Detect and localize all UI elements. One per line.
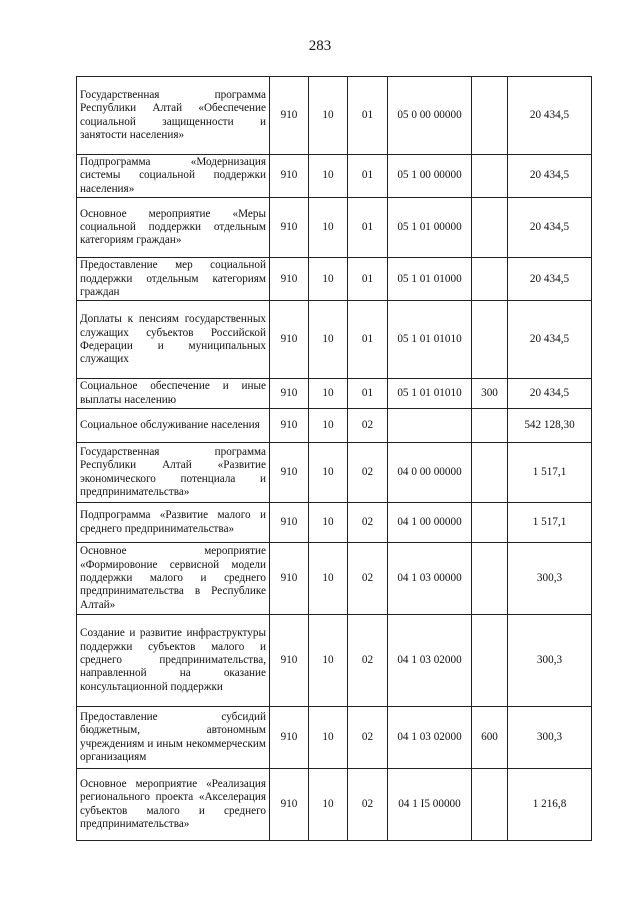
subsection-code: 02 [348,409,388,443]
target-article-code: 05 1 00 00000 [388,155,472,198]
amount-value: 300,3 [508,543,592,615]
subsection-code: 02 [348,543,388,615]
table-row [77,769,592,841]
row-name: Основное мероприятие «Реализация регионального проекта «Акселерация субъектов малого и среднего предпринимательства» [77,769,270,841]
table-body [77,77,592,841]
amount-value: 1 517,1 [508,503,592,543]
subsection-code: 02 [348,503,388,543]
section-code: 10 [309,301,348,379]
ministry-code: 910 [270,198,309,258]
subsection-code: 01 [348,301,388,379]
amount-value: 20 434,5 [508,258,592,301]
ministry-code: 910 [270,707,309,769]
subsection-code: 01 [348,77,388,155]
expense-type-code [472,77,508,155]
expense-type-code [472,543,508,615]
ministry-code: 910 [270,301,309,379]
subsection-code: 02 [348,443,388,503]
section-code: 10 [309,769,348,841]
budget-table [76,76,592,841]
amount-value: 300,3 [508,707,592,769]
target-article-code: 04 0 00 00000 [388,443,472,503]
table-row [77,155,592,198]
amount-value: 20 434,5 [508,77,592,155]
ministry-code: 910 [270,503,309,543]
target-article-code: 05 1 01 01000 [388,258,472,301]
amount-value: 300,3 [508,615,592,707]
target-article-code: 05 1 01 01010 [388,379,472,409]
section-code: 10 [309,379,348,409]
amount-value: 20 434,5 [508,198,592,258]
section-code: 10 [309,258,348,301]
expense-type-code [472,769,508,841]
target-article-code: 04 1 I5 00000 [388,769,472,841]
table-row [77,77,592,155]
ministry-code: 910 [270,155,309,198]
subsection-code: 01 [348,258,388,301]
section-code: 10 [309,77,348,155]
section-code: 10 [309,443,348,503]
section-code: 10 [309,503,348,543]
expense-type-code [472,615,508,707]
amount-value: 20 434,5 [508,301,592,379]
expense-type-code [472,443,508,503]
target-article-code: 05 1 01 00000 [388,198,472,258]
table-row [77,258,592,301]
row-name: Социальное обслуживание населения [77,409,270,443]
expense-type-code [472,301,508,379]
subsection-code: 01 [348,198,388,258]
table-row [77,443,592,503]
target-article-code: 04 1 03 02000 [388,707,472,769]
row-name: Предоставление субсидий бюджетным, автономным учреждениям и иным некоммерческим организациям [77,707,270,769]
subsection-code: 02 [348,769,388,841]
row-name: Создание и развитие инфраструктуры поддержки субъектов малого и среднего предпринимательства, направленной на оказание консультационной поддержки [77,615,270,707]
subsection-code: 02 [348,615,388,707]
section-code: 10 [309,198,348,258]
section-code: 10 [309,409,348,443]
expense-type-code [472,198,508,258]
section-code: 10 [309,707,348,769]
page-number: 283 [308,38,332,54]
row-name: Социальное обеспечение и иные выплаты населению [77,379,270,409]
expense-type-code [472,155,508,198]
row-name: Основное мероприятие «Меры социальной поддержки отдельным категориям граждан» [77,198,270,258]
amount-value: 20 434,5 [508,155,592,198]
target-article-code [388,409,472,443]
target-article-code: 04 1 03 00000 [388,543,472,615]
amount-value: 542 128,30 [508,409,592,443]
table-row [77,409,592,443]
table-row [77,615,592,707]
expense-type-code: 600 [472,707,508,769]
row-name: Доплаты к пенсиям государственных служащих субъектов Российской Федерации и муниципальных служащих [77,301,270,379]
target-article-code: 04 1 03 02000 [388,615,472,707]
target-article-code: 04 1 00 00000 [388,503,472,543]
ministry-code: 910 [270,615,309,707]
row-name: Подпрограмма «Модернизация системы социальной поддержки населения» [77,155,270,198]
ministry-code: 910 [270,258,309,301]
table-row [77,379,592,409]
subsection-code: 01 [348,379,388,409]
ministry-code: 910 [270,769,309,841]
subsection-code: 02 [348,707,388,769]
row-name: Предоставление мер социальной поддержки отдельным категориям граждан [77,258,270,301]
target-article-code: 05 1 01 01010 [388,301,472,379]
section-code: 10 [309,155,348,198]
row-name: Подпрограмма «Развитие малого и среднего предпринимательства» [77,503,270,543]
table-row [77,301,592,379]
ministry-code: 910 [270,379,309,409]
table-row [77,707,592,769]
ministry-code: 910 [270,77,309,155]
expense-type-code: 300 [472,379,508,409]
expense-type-code [472,503,508,543]
expense-type-code [472,409,508,443]
table-row [77,543,592,615]
row-name: Государственная программа Республики Алтай «Обеспечение социальной защищенности и занятости населения» [77,77,270,155]
ministry-code: 910 [270,409,309,443]
table-row [77,198,592,258]
table-row [77,503,592,543]
section-code: 10 [309,543,348,615]
row-name: Основное мероприятие «Формировоние сервисной модели поддержки малого и среднего предпринимательства в Республике Алтай» [77,543,270,615]
section-code: 10 [309,615,348,707]
ministry-code: 910 [270,443,309,503]
amount-value: 20 434,5 [508,379,592,409]
subsection-code: 01 [348,155,388,198]
amount-value: 1 517,1 [508,443,592,503]
ministry-code: 910 [270,543,309,615]
expense-type-code [472,258,508,301]
row-name: Государственная программа Республики Алтай «Развитие экономического потенциала и предпринимательства» [77,443,270,503]
target-article-code: 05 0 00 00000 [388,77,472,155]
amount-value: 1 216,8 [508,769,592,841]
